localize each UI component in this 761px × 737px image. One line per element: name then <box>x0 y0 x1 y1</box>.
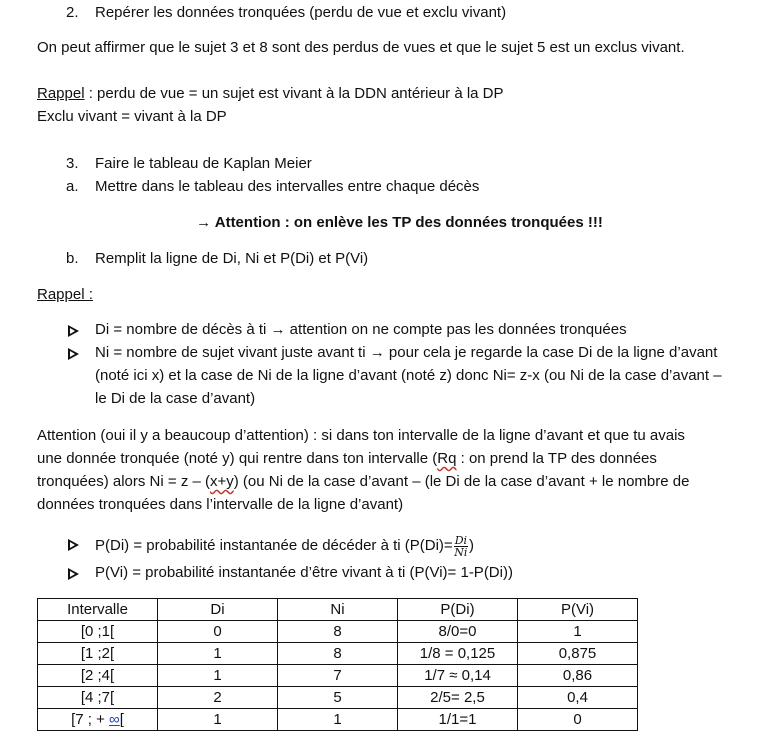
header-pdi: P(Di) <box>398 599 518 621</box>
attention-para-line-4: données tronquées dans l’intervalle de la ligne d’avant) <box>37 496 404 513</box>
cell-di: 0 <box>158 621 278 643</box>
pdi-fraction <box>454 535 468 558</box>
step-3a-text: Mettre dans le tableau des intervalles entre chaque décès <box>95 178 480 195</box>
fraction-denominator: Ni <box>454 545 468 559</box>
table-row <box>38 709 638 731</box>
cell-di: 1 <box>158 709 278 731</box>
attention-para-line-3-a: tronquées) alors Ni = z – ( <box>37 473 210 490</box>
cell-ni: 8 <box>278 621 398 643</box>
cell-intervalle: [2 ;4[ <box>38 665 158 687</box>
header-di: Di <box>158 599 278 621</box>
attention-para-line-2-a: une donnée tronquée (noté y) qui rentre dans ton intervalle ( <box>37 450 438 467</box>
cell-pvi: 0 <box>518 709 638 731</box>
step-3-text: Faire le tableau de Kaplan Meier <box>95 155 312 172</box>
bullet-ni-definition-line-2: (noté ici x) et la case de Ni de la ligne d’avant (noté z) donc Ni= z-x (ou Ni de la case d’avant – <box>95 367 722 384</box>
arrow-bullet-icon <box>68 539 79 551</box>
header-intervalle: Intervalle <box>38 599 158 621</box>
rappel-1-line-2: Exclu vivant = vivant à la DP <box>37 108 227 125</box>
step-2-text: Repérer les données tronquées (perdu de vue et exclu vivant) <box>95 4 507 21</box>
step-3a-letter: a. <box>66 178 79 195</box>
cell-pvi: 1 <box>518 621 638 643</box>
cell-di: 2 <box>158 687 278 709</box>
cell-ni: 8 <box>278 643 398 665</box>
cell-pvi: 0,86 <box>518 665 638 687</box>
cell-intervalle <box>38 709 158 731</box>
pdi-text: P(Di) = probabilité instantanée de décéder à ti (P(Di)= <box>95 537 453 554</box>
bullet-ni-definition-line-1: Ni = nombre de sujet vivant juste avant ti → pour cela je regarde la case Di de la ligne d’avant <box>95 344 718 361</box>
rappel-2-label: Rappel : <box>37 286 93 303</box>
header-pvi: P(Vi) <box>518 599 638 621</box>
rappel-1-line-1 <box>37 84 504 104</box>
cell-pdi: 1/7 ≈ 0,14 <box>398 665 518 687</box>
interval-end: [ <box>119 710 124 728</box>
arrow-bullet-icon <box>68 325 79 337</box>
bullet-pvi-definition: P(Vi) = probabilité instantanée d’être vivant à ti (P(Vi)= 1-P(Di)) <box>95 564 513 581</box>
paragraph-censored-subjects: On peut affirmer que le sujet 3 et 8 sont des perdus de vues et que le sujet 5 est un exclus vivant. <box>37 39 685 56</box>
table-row <box>38 621 638 643</box>
cell-ni: 7 <box>278 665 398 687</box>
kaplan-meier-table <box>37 598 638 731</box>
rappel-1-label: Rappel <box>37 85 85 102</box>
infinity-symbol: ∞ <box>109 710 120 728</box>
arrow-bullet-icon <box>68 348 79 360</box>
attention-para-line-2 <box>37 449 657 469</box>
cell-pdi: 1/1=1 <box>398 709 518 731</box>
table-row <box>38 665 638 687</box>
rq-abbrev: Rq <box>437 450 457 467</box>
arrow-bullet-icon <box>68 568 79 580</box>
cell-ni: 1 <box>278 709 398 731</box>
cell-intervalle: [4 ;7[ <box>38 687 158 709</box>
cell-intervalle: [0 ;1[ <box>38 621 158 643</box>
attention-para-line-3 <box>37 472 689 492</box>
cell-pvi: 0,875 <box>518 643 638 665</box>
x-plus-y: x+y <box>210 473 234 490</box>
cell-pdi: 1/8 = 0,125 <box>398 643 518 665</box>
cell-intervalle: [1 ;2[ <box>38 643 158 665</box>
bullet-di-definition: Di = nombre de décès à ti → attention on ne compte pas les données tronquées <box>95 321 627 338</box>
attention-banner: → Attention : on enlève les TP des données tronquées !!! <box>196 214 603 231</box>
attention-para-line-2-b: : on prend la TP des données <box>456 450 657 467</box>
step-3b-text: Remplit la ligne de Di, Ni et P(Di) et P(Vi) <box>95 250 369 267</box>
attention-para-line-1: Attention (oui il y a beaucoup d’attention) : si dans ton intervalle de la ligne d’avant et que tu avais <box>37 427 685 444</box>
table-header-row <box>38 599 638 621</box>
cell-di: 1 <box>158 665 278 687</box>
bullet-ni-definition-line-3: le Di de la case d’avant) <box>95 390 256 407</box>
cell-pdi: 8/0=0 <box>398 621 518 643</box>
cell-di: 1 <box>158 643 278 665</box>
step-3-number: 3. <box>66 155 79 172</box>
interval-start: [7 ; + <box>71 710 110 728</box>
cell-ni: 5 <box>278 687 398 709</box>
cell-pvi: 0,4 <box>518 687 638 709</box>
step-3b-letter: b. <box>66 250 79 267</box>
table-row <box>38 687 638 709</box>
rappel-1-text: : perdu de vue = un sujet est vivant à la DDN antérieur à la DP <box>84 85 504 102</box>
step-2-number: 2. <box>66 4 79 21</box>
table-row <box>38 643 638 665</box>
cell-pdi: 2/5= 2,5 <box>398 687 518 709</box>
attention-para-line-3-b: ) (ou Ni de la case d’avant – (le Di de la case d’avant + le nombre de <box>233 473 690 490</box>
pdi-close: ) <box>469 537 475 554</box>
bullet-pdi-definition <box>95 534 474 558</box>
header-ni: Ni <box>278 599 398 621</box>
fraction-numerator: Di <box>454 533 468 547</box>
